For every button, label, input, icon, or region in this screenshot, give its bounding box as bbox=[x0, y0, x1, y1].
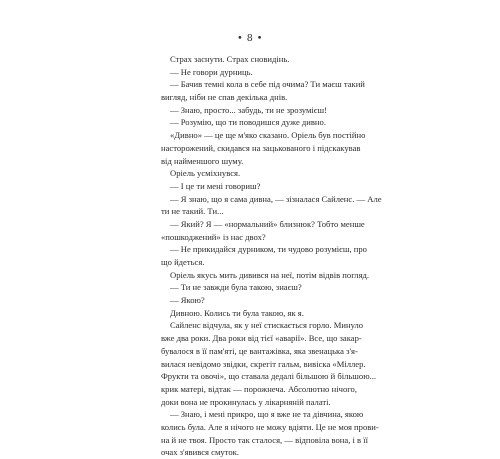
text-line: крик матері, відтак — порожнеча. Абсолютно нічого, bbox=[161, 383, 357, 394]
body-text bbox=[161, 53, 382, 459]
text-line: на й не твоя. Просто так сталося, — відповіла вона, і в її bbox=[161, 434, 369, 445]
text-line: ти не такий. Ти... bbox=[161, 206, 224, 217]
text-line: Оріель якусь мить дивився на неї, потім відвів погляд. bbox=[170, 269, 370, 280]
text-line: «Дивно» — це ще м'яко сказано. Оріель був постійно bbox=[170, 130, 366, 141]
text-line: вилася невідомо звідки, скрегіт гальм, вивіска «Міллер. bbox=[161, 358, 366, 369]
text-line: вигляд, ніби не спав декілька днів. bbox=[161, 92, 288, 103]
text-line: від найменшого шуму. bbox=[161, 155, 244, 166]
text-line: Сайленс відчула, як у неї стискається горло. Минуло bbox=[170, 320, 364, 331]
text-line: — Я знаю, що я сама дивна, — зізналася Сайленс. — Але bbox=[170, 193, 382, 204]
text-line: — Який? Я — «нормальний» близнюк? Тобто менше bbox=[170, 218, 365, 229]
text-line: — Не говори дурниць. bbox=[170, 66, 253, 77]
text-line: Страх заснути. Страх сновидінь. bbox=[170, 54, 290, 64]
text-line: — Знаю, і мені прикро, що я вже не та дівчина, якою bbox=[170, 409, 364, 420]
text-line: — Бачив темні кола в себе під очима? Ти маєш такий bbox=[170, 79, 365, 90]
text-line: Фрукти та овочі», що ставала дедалі більшою й більшою... bbox=[161, 371, 377, 382]
text-line: — І це ти мені говориш? bbox=[170, 180, 261, 191]
page-number: • 8 • bbox=[237, 33, 263, 44]
text-line: — Не прикидайся дурником, ти чудово розумієш, про bbox=[170, 244, 367, 255]
text-line: «пошкоджений» із нас двох? bbox=[161, 231, 266, 242]
text-line: — Знаю, просто... забудь, ти не зрозумієш! bbox=[170, 104, 327, 115]
text-line: насторожений, скидався на зацькованого і підскакував bbox=[161, 142, 361, 153]
text-line: — Ти не завжди була такою, знаєш? bbox=[170, 282, 302, 293]
text-line: очах з'явився смуток. bbox=[161, 447, 239, 458]
text-line: доки вона не прокинулась у лікарняній палаті. bbox=[161, 396, 331, 407]
text-line: що йдеться. bbox=[161, 257, 205, 267]
text-line: бувалося в її пам'яті, це вантажівка, яка звенацька з'я- bbox=[161, 345, 358, 356]
text-line: — Якою? bbox=[170, 295, 205, 306]
text-line: Оріель усміхнувся. bbox=[170, 168, 241, 179]
text-line: колись була. Але я нічого не можу вдіяти. Це не моя прови- bbox=[161, 421, 379, 432]
text-line: — Розумію, що ти поводишся дуже дивно. bbox=[170, 117, 326, 128]
text-line: вже два роки. Два роки від тієї «аварії». Все, що закар- bbox=[161, 333, 362, 344]
text-line: Дивною. Колись ти була такою, як я. bbox=[170, 307, 304, 318]
